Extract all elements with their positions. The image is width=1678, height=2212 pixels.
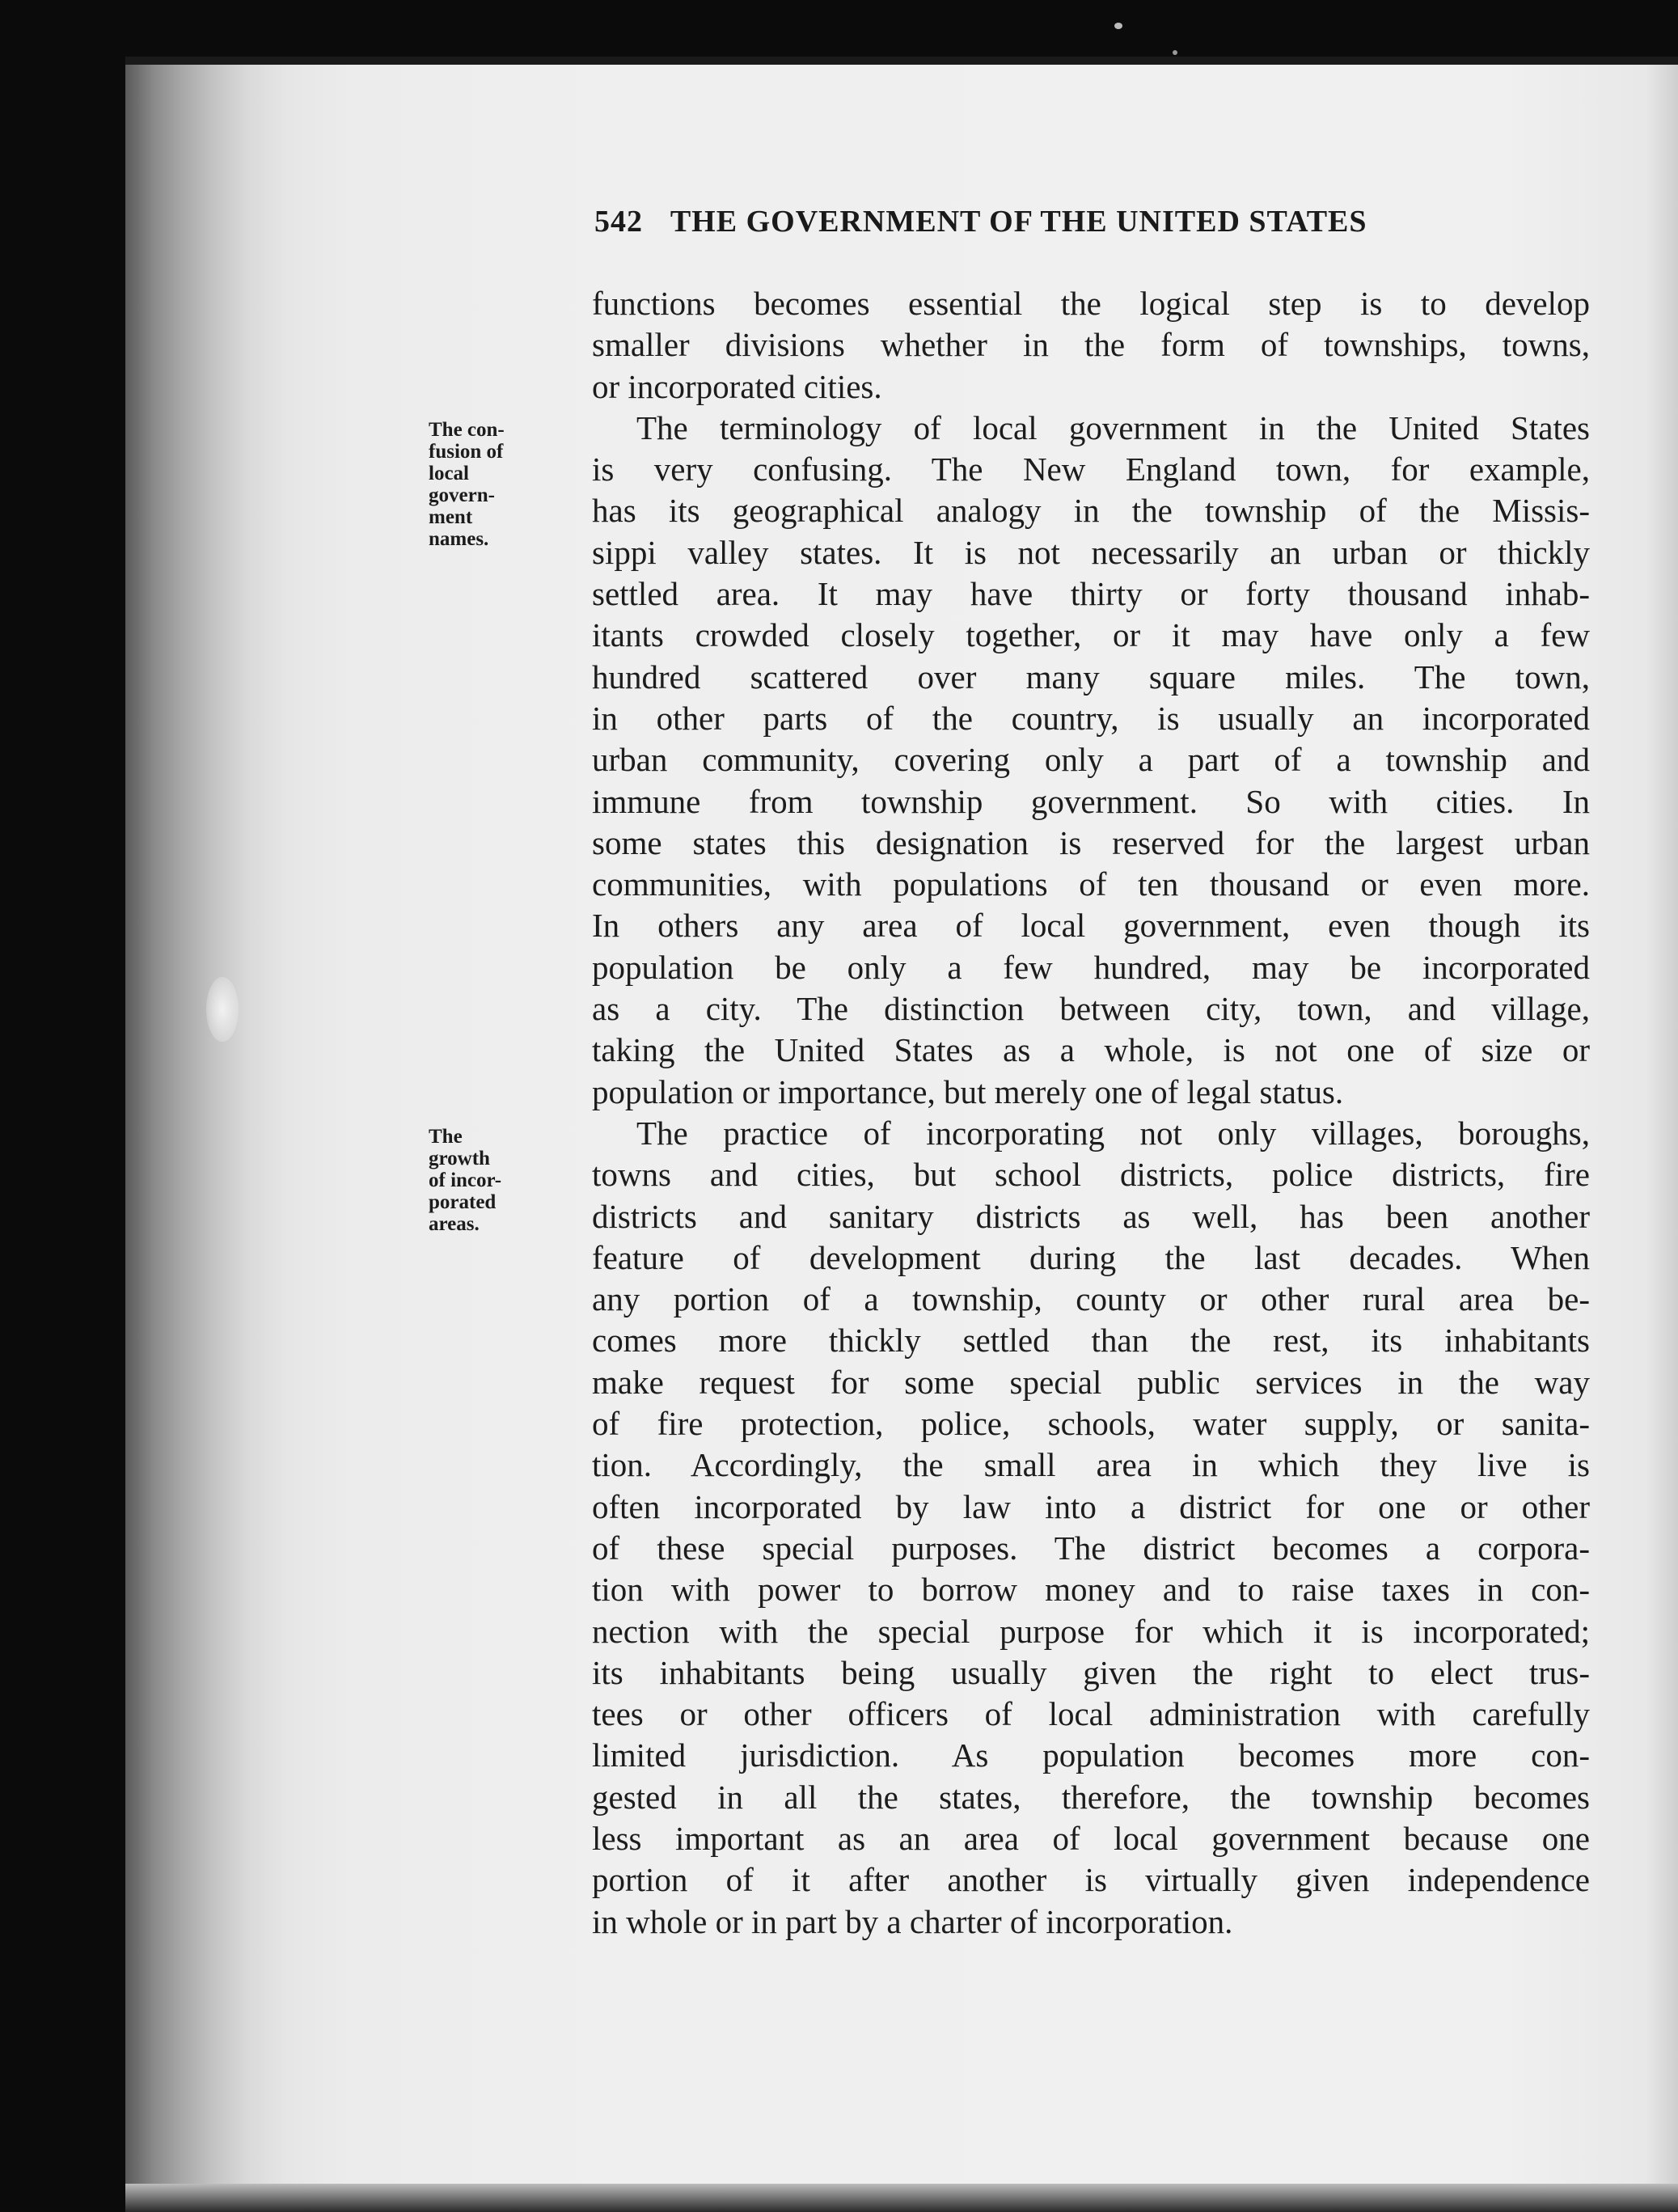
text-line: feature of development during the last decades. When xyxy=(592,1238,1590,1276)
page-number: 542 xyxy=(594,205,643,239)
text-line: sippi valley states. It is not necessarily an urban or thickly xyxy=(592,533,1590,571)
dust-speck xyxy=(1173,50,1177,55)
text-line: immune from township government. So with cities. In xyxy=(592,782,1590,820)
text-line: The terminology of local government in the United States xyxy=(636,408,1590,446)
text-line: its inhabitants being usually given the right to elect trus- xyxy=(592,1653,1590,1691)
sidenote-growth-of-areas xyxy=(429,1126,550,1235)
text-line: limited jurisdiction. As population becomes more con- xyxy=(592,1736,1590,1774)
text-line: smaller divisions whether in the form of townships, towns, xyxy=(592,326,1590,364)
text-line: settled area. It may have thirty or forty thousand inhab- xyxy=(592,575,1590,613)
text-line: has its geographical analogy in the township of the Missis- xyxy=(592,492,1590,530)
sidenote-line: The con- xyxy=(429,419,505,441)
text-line: tees or other officers of local administration with carefully xyxy=(592,1695,1590,1733)
sidenote-line: areas. xyxy=(429,1213,480,1235)
sidenote-line: fusion of xyxy=(429,441,504,463)
sidenote-line: ment xyxy=(429,506,473,528)
text-line: population be only a few hundred, may be incorporated xyxy=(592,948,1590,986)
text-line: population or importance, but merely one of legal status. xyxy=(592,1072,1344,1110)
text-line: in whole or in part by a charter of incorporation. xyxy=(592,1902,1233,1940)
text-line: any portion of a township, county or other rural area be- xyxy=(592,1280,1590,1318)
text-line: as a city. The distinction between city, town, and village, xyxy=(592,990,1590,1028)
sidenote-line: local xyxy=(429,463,469,484)
dust-speck xyxy=(206,977,239,1042)
body-text xyxy=(592,283,1590,1943)
text-line: urban community, covering only a part of a township and xyxy=(592,741,1590,779)
text-line: itants crowded closely together, or it may have only a few xyxy=(592,616,1590,654)
text-line: gested in all the states, therefore, the township becomes xyxy=(592,1778,1590,1816)
text-line: tion. Accordingly, the small area in which they live is xyxy=(592,1446,1590,1484)
text-line: districts and sanitary districts as well, has been another xyxy=(592,1197,1590,1235)
text-line: often incorporated by law into a district for one or other xyxy=(592,1487,1590,1525)
text-line: of fire protection, police, schools, water supply, or sanita- xyxy=(592,1405,1590,1443)
running-head xyxy=(594,204,1484,244)
text-line: hundred scattered over many square miles. The town, xyxy=(592,658,1590,696)
sidenote-line: names. xyxy=(429,528,489,550)
text-line: towns and cities, but school districts, police districts, fire xyxy=(592,1156,1590,1194)
text-line: nection with the special purpose for which it is incorporated; xyxy=(592,1612,1590,1650)
running-title: THE GOVERNMENT OF THE UNITED STATES xyxy=(670,205,1367,239)
text-line: some states this designation is reserved for the largest urban xyxy=(592,823,1590,861)
sidenote-confusion-of-names xyxy=(429,419,550,550)
text-line: functions becomes essential the logical step is to develop xyxy=(592,285,1590,322)
dust-speck xyxy=(1114,23,1122,29)
sidenote-line: growth xyxy=(429,1148,490,1169)
text-line: is very confusing. The New England town, for example, xyxy=(592,450,1590,489)
page-bottom-edge xyxy=(125,2184,1678,2212)
text-line: tion with power to borrow money and to raise taxes in con- xyxy=(592,1571,1590,1609)
text-line: make request for some special public services in the way xyxy=(592,1363,1590,1401)
text-line: communities, with populations of ten thousand or even more. xyxy=(592,865,1590,903)
text-line: less important as an area of local government because one xyxy=(592,1819,1590,1857)
text-line: of these special purposes. The district becomes a corpora- xyxy=(592,1529,1590,1567)
sidenote-line: govern- xyxy=(429,484,495,506)
text-line: portion of it after another is virtually given independence xyxy=(592,1861,1590,1899)
sidenote-line: of incor- xyxy=(429,1169,502,1191)
text-line: in other parts of the country, is usually an incorporated xyxy=(592,699,1590,737)
sidenote-line: The xyxy=(429,1126,463,1148)
text-line: The practice of incorporating not only villages, boroughs, xyxy=(636,1114,1590,1152)
text-line: In others any area of local government, even though its xyxy=(592,907,1590,945)
text-line: taking the United States as a whole, is not one of size or xyxy=(592,1031,1590,1069)
text-line: or incorporated cities. xyxy=(592,367,882,405)
text-line: comes more thickly settled than the rest, its inhabitants xyxy=(592,1322,1590,1360)
sidenote-line: porated xyxy=(429,1191,497,1213)
